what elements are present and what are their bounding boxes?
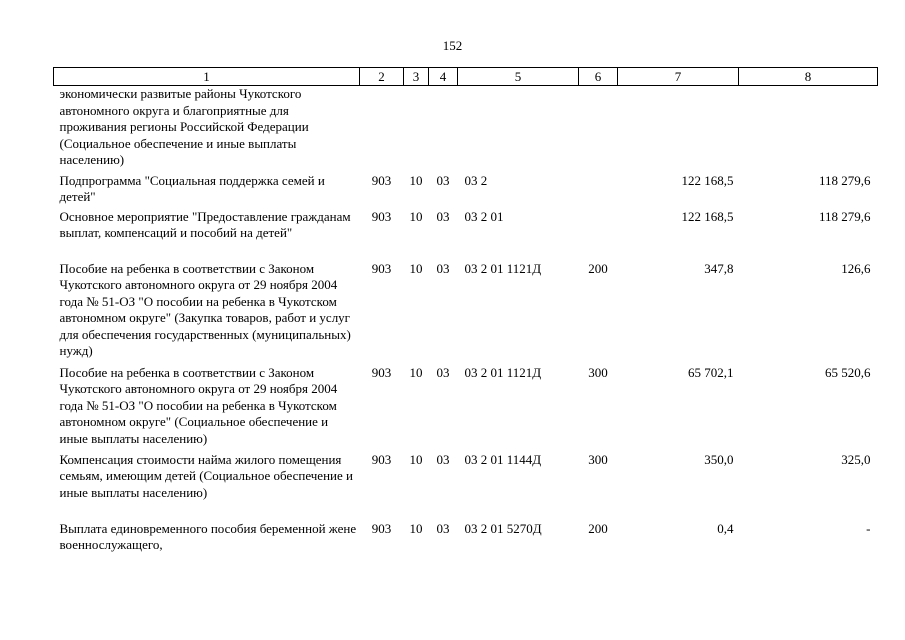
row-amount-2: 118 279,6	[818, 208, 871, 224]
row-amount-2: 118 279,6	[818, 172, 871, 188]
row-ministry-code: 903	[371, 260, 392, 276]
row-expense-type	[579, 209, 618, 261]
row-target-article: 03 2	[464, 172, 488, 188]
row-amount-1: 0,4	[717, 520, 734, 536]
header-row	[54, 68, 878, 86]
row-target-article: 03 2 01 1121Д	[464, 364, 542, 380]
row-name: Пособие на ребенка в соответствии с Законом Чукотского автономного округа от 29 ноября 2004 года № 51-ОЗ "О пособии на ребенка в Чукотском автономном округе" (Закупка товаров, работ и услуг для обеспечения государственных (муниципальных) нужд)	[59, 260, 351, 358]
row-ministry-code: 903	[371, 451, 392, 467]
header-col-5: 5	[458, 68, 579, 86]
row-subsection: 03	[436, 172, 450, 188]
row-amount-1: 65 702,1	[688, 364, 734, 380]
row-subsection: 03	[436, 364, 450, 380]
header-col-4: 4	[429, 68, 458, 86]
table-header	[54, 68, 878, 86]
header-col-2: 2	[360, 68, 404, 86]
row-subsection: 03	[436, 260, 450, 276]
row-target-article: 03 2 01 1121Д	[464, 260, 542, 276]
row-target-article	[458, 86, 579, 173]
row-amount-2	[739, 86, 878, 173]
row-amount-2: -	[866, 520, 871, 536]
row-section: 10	[409, 208, 423, 224]
header-col-1: 1	[54, 68, 360, 86]
table-row	[54, 209, 878, 261]
row-subsection	[429, 86, 458, 173]
row-section: 10	[409, 172, 423, 188]
row-amount-1: 347,8	[704, 260, 734, 276]
row-name: экономически развитые районы Чукотского автономного округа и благоприятные для проживания регионы Российской Федерации (Социальное обеспечение и иные выплаты населению)	[59, 86, 309, 167]
table-row	[54, 86, 878, 173]
header-col-7: 7	[618, 68, 739, 86]
row-expense-type: 200	[588, 260, 608, 276]
row-expense-type	[579, 173, 618, 209]
row-subsection: 03	[436, 520, 450, 536]
header-col-8: 8	[739, 68, 878, 86]
row-name: Подпрограмма "Социальная поддержка семей и детей"	[59, 172, 325, 204]
row-amount-2: 126,6	[841, 260, 871, 276]
row-amount-1: 350,0	[704, 451, 734, 467]
row-ministry-code: 903	[371, 208, 392, 224]
row-name: Выплата единовременного пособия беременной жене военнослужащего,	[59, 520, 357, 552]
row-section: 10	[409, 451, 423, 467]
table-body	[54, 86, 878, 557]
row-target-article: 03 2 01	[464, 208, 504, 224]
row-subsection: 03	[436, 451, 450, 467]
row-section: 10	[409, 520, 423, 536]
row-amount-1: 122 168,5	[681, 208, 734, 224]
row-subsection: 03	[436, 208, 450, 224]
row-expense-type: 300	[588, 364, 608, 380]
row-section: 10	[409, 260, 423, 276]
row-amount-1	[618, 86, 739, 173]
row-amount-1: 122 168,5	[681, 172, 734, 188]
table-row	[54, 521, 878, 557]
row-expense-type	[579, 86, 618, 173]
page-number: 152	[442, 38, 463, 53]
row-ministry-code	[360, 86, 404, 173]
row-name: Основное мероприятие "Предоставление гражданам выплат, компенсаций и пособий на детей"	[59, 208, 351, 240]
row-name: Пособие на ребенка в соответствии с Законом Чукотского автономного округа от 29 ноября 2004 года № 51-ОЗ "О пособии на ребенка в Чукотском автономном округе" (Социальное обеспечение и иные выплаты населению)	[59, 364, 338, 446]
row-target-article: 03 2 01 5270Д	[464, 520, 542, 536]
row-expense-type: 300	[588, 451, 608, 467]
row-amount-2: 325,0	[841, 451, 871, 467]
table-row	[54, 365, 878, 452]
table-row	[54, 452, 878, 521]
row-ministry-code: 903	[371, 172, 392, 188]
row-name: Компенсация стоимости найма жилого помещения семьям, имеющим детей (Социальное обеспечение и иные выплаты населению)	[59, 451, 353, 500]
row-ministry-code: 903	[371, 364, 392, 380]
table-row	[54, 261, 878, 365]
row-ministry-code: 903	[371, 520, 392, 536]
row-section	[404, 86, 429, 173]
table-row	[54, 173, 878, 209]
header-col-6: 6	[579, 68, 618, 86]
budget-table	[53, 67, 878, 557]
row-section: 10	[409, 364, 423, 380]
row-expense-type: 200	[588, 520, 608, 536]
header-col-3: 3	[404, 68, 429, 86]
row-target-article: 03 2 01 1144Д	[464, 451, 542, 467]
row-amount-2: 65 520,6	[825, 364, 871, 380]
